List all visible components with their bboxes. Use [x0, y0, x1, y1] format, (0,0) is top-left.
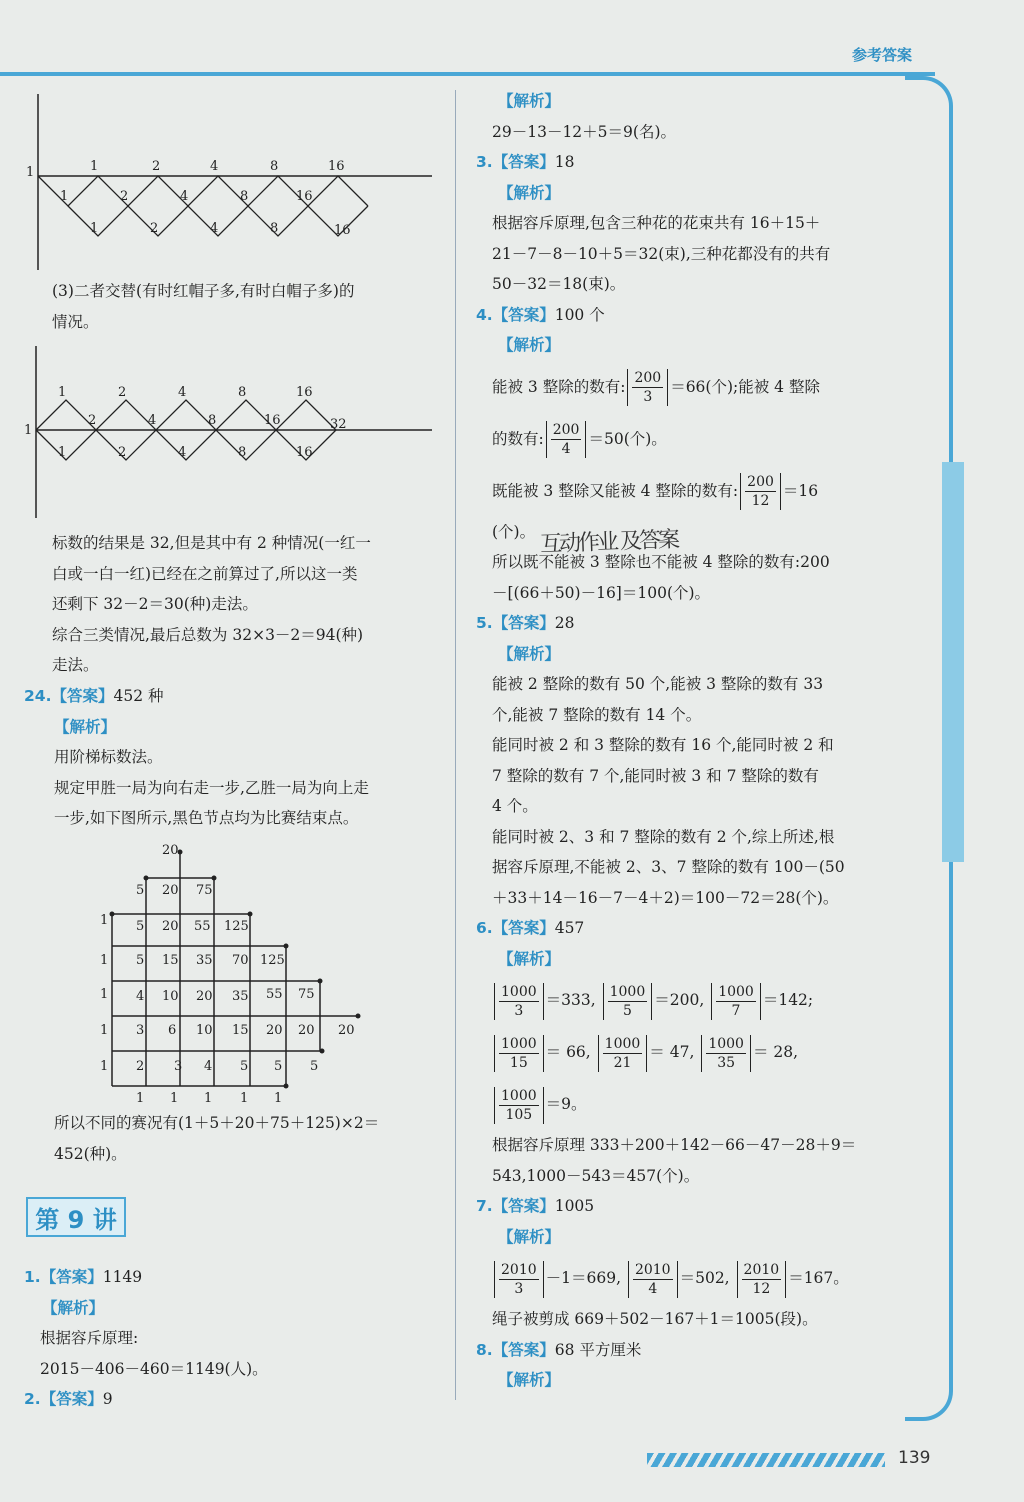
- p3-line2: 情况。: [52, 312, 99, 331]
- fig2-start: 1: [24, 423, 33, 438]
- q6-r1-1: ＝200,: [654, 991, 705, 1009]
- g-r5-3: 20: [196, 989, 213, 1004]
- frac-1000-5: [603, 983, 653, 1020]
- frac-den: 35: [717, 1054, 736, 1071]
- g-r6-5: 20: [266, 1023, 283, 1038]
- frac-1000-15: [494, 1035, 544, 1072]
- q2-answer-label: 【答案】: [40, 1390, 103, 1408]
- p4-line3: 还剩下 32－2＝30(种)走法。: [52, 595, 258, 613]
- q1-analysis-label: 【解析】: [42, 1298, 105, 1317]
- frac-1000-35: [701, 1035, 751, 1072]
- frac-200-12: [740, 473, 781, 510]
- g-r3-1: 5: [136, 919, 145, 934]
- q7-number: 7.: [476, 1197, 493, 1215]
- g-r6-6: 20: [298, 1023, 315, 1038]
- frac-den: 3: [514, 1280, 524, 1297]
- g-r8-3: 1: [240, 1091, 249, 1106]
- g-r4-0: 1: [100, 953, 109, 968]
- fig1-bot-2: 2: [150, 221, 159, 236]
- frac-num: 1000: [501, 1035, 537, 1052]
- q6-r3: ＝9。: [545, 1095, 587, 1113]
- q6-r2-1: ＝ 47,: [649, 1043, 695, 1061]
- frac-num: 200: [634, 370, 662, 386]
- q24-end2: 452(种)。: [54, 1144, 127, 1163]
- q6-line1: 根据容斥原理 333＋200＋142－66－47－28＋9＝: [492, 1136, 857, 1154]
- fig1-bot-3: 4: [210, 221, 219, 236]
- g-r8-1: 1: [170, 1091, 179, 1106]
- frac-1000-7: [711, 983, 761, 1020]
- q24-line1: 用阶梯标数法。: [54, 748, 163, 766]
- frac-den: 3: [643, 389, 653, 405]
- g-r7-3: 4: [204, 1059, 213, 1074]
- g-r1-0: 20: [162, 843, 179, 858]
- frac-num: 200: [552, 422, 580, 438]
- q6-r2-2: ＝ 28,: [752, 1043, 799, 1061]
- lecture-title: 第 9 讲: [26, 1197, 126, 1237]
- q4-answer: 100 个: [554, 305, 605, 324]
- q7-r2: ＝167。: [788, 1269, 849, 1287]
- g-r5-2: 10: [162, 989, 179, 1004]
- frac-den: 12: [751, 493, 770, 509]
- fig2-mid-1: 2: [88, 413, 97, 428]
- side-tab: [942, 462, 964, 862]
- p4-line1: 标数的结果是 32,但是其中有 2 种情况(一红一: [52, 534, 371, 552]
- fig1-top-1: 1: [90, 159, 99, 174]
- frac-num: 1000: [718, 983, 754, 1000]
- fig2-bot-3: 4: [178, 445, 187, 460]
- frac-2010-3: [494, 1261, 544, 1298]
- g-r5-5: 55: [266, 987, 283, 1002]
- frac-num: 1000: [501, 983, 537, 1000]
- q24-end1: 所以不同的赛况有(1＋5＋20＋75＋125)×2＝: [54, 1114, 380, 1132]
- frac-num: 1000: [708, 1035, 744, 1052]
- g-r5-4: 35: [232, 989, 249, 1004]
- page-header: 参考答案: [852, 46, 913, 64]
- frac-200-3: [627, 369, 668, 406]
- frac-den: 21: [613, 1054, 632, 1071]
- frac-2010-12: [737, 1261, 787, 1298]
- diagram-hat-red-white: [24, 92, 444, 272]
- fig1-start: 1: [26, 165, 35, 180]
- frac-1000-21: [598, 1035, 648, 1072]
- g-r4-2: 15: [162, 953, 179, 968]
- page-number: 139: [898, 1448, 931, 1468]
- q4-analysis-label: 【解析】: [498, 336, 561, 354]
- frac-200-4: [546, 421, 587, 458]
- frac-num: 2010: [634, 1261, 671, 1278]
- frac-1000-3: [494, 983, 544, 1020]
- fig2-top-4: 8: [238, 385, 247, 400]
- fig1-top-4: 8: [270, 159, 279, 174]
- column-divider: [455, 90, 456, 1400]
- q5-answer-label: 【答案】: [492, 614, 555, 632]
- q5-line1: 能被 2 整除的数有 50 个,能被 3 整除的数有 33: [492, 675, 824, 693]
- q2-calc: 29－13－12＋5＝9(名)。: [492, 122, 676, 141]
- g-r7-5: 5: [274, 1059, 283, 1074]
- frac-2010-4: [628, 1261, 678, 1298]
- q3-line1: 根据容斥原理,包含三种花的花束共有 16＋15＋: [492, 214, 821, 232]
- fig1-mid-2: 2: [120, 189, 129, 204]
- frac-den: 4: [648, 1280, 658, 1297]
- p4-line2: 白或一白一红)已经在之前算过了,所以这一类: [52, 564, 358, 583]
- q5-line8: ＋33＋14－16－7－4＋2)＝100－72＝28(个)。: [492, 888, 839, 907]
- q4-t3a: 既能被 3 整除又能被 4 整除的数有:: [492, 481, 739, 500]
- q5-answer: 28: [554, 614, 575, 632]
- frac-num: 1000: [604, 1035, 641, 1052]
- footer-stripes: [647, 1453, 885, 1467]
- g-r4-4: 70: [232, 953, 249, 968]
- g-r2-1: 20: [162, 883, 179, 898]
- fig1-top-2: 2: [152, 159, 161, 174]
- g-r7-1: 2: [136, 1059, 145, 1074]
- q7-line: 绳子被剪成 669＋502－167＋1＝1005(段)。: [492, 1310, 818, 1328]
- q6-answer: 457: [554, 919, 585, 937]
- p4-line4: 综合三类情况,最后总数为 32×3－2＝94(种): [52, 625, 364, 644]
- q1-line1: 根据容斥原理:: [40, 1329, 139, 1347]
- frac-den: 3: [514, 1002, 524, 1019]
- q4-answer-label: 【答案】: [492, 305, 555, 324]
- g-r7-6: 5: [310, 1059, 319, 1074]
- fig2-bot-5: 16: [296, 445, 313, 460]
- g-r8-2: 1: [204, 1091, 213, 1106]
- q1-number: 1.: [24, 1268, 41, 1286]
- handwriting: 互动作业 及答案: [539, 527, 678, 558]
- frac-num: 2010: [501, 1261, 537, 1278]
- top-border: [0, 72, 935, 76]
- frac-num: 1000: [609, 983, 646, 1000]
- g-r2-2: 75: [196, 883, 213, 898]
- g-r6-1: 3: [136, 1023, 145, 1038]
- q24-analysis-label: 【解析】: [54, 717, 117, 736]
- fig1-top-3: 4: [210, 159, 219, 174]
- g-r2-0: 5: [136, 883, 145, 898]
- g-r6-3: 10: [196, 1023, 213, 1038]
- q5-line3: 能同时被 2 和 3 整除的数有 16 个,能同时被 2 和: [492, 736, 834, 754]
- q5-analysis-label: 【解析】: [498, 644, 561, 663]
- q7-answer: 1005: [554, 1197, 595, 1215]
- ladder-grid: [90, 836, 370, 1106]
- frac-num: 2010: [743, 1261, 780, 1278]
- fig2-bot-4: 8: [238, 445, 247, 460]
- q3-line2: 21－7－8－10＋5＝32(束),三种花都没有的共有: [492, 244, 831, 263]
- fig2-mid-4: 16: [264, 413, 281, 428]
- q5-line7: 据容斥原理,不能被 2、3、7 整除的数有 100－(50: [492, 858, 845, 876]
- q1-answer-label: 【答案】: [40, 1268, 103, 1286]
- fig1-mid-5: 16: [296, 189, 313, 204]
- q1-answer: 1149: [102, 1268, 143, 1286]
- g-r7-2: 3: [174, 1059, 183, 1074]
- q5-number: 5.: [476, 614, 493, 632]
- p4-line5: 走法。: [52, 656, 99, 674]
- g-r3-4: 125: [224, 919, 249, 934]
- q2-analysis-label: 【解析】: [498, 92, 561, 110]
- q7-r1: ＝502,: [679, 1269, 730, 1287]
- g-r4-1: 5: [136, 953, 145, 968]
- g-r6-0: 1: [100, 1023, 109, 1038]
- q24-line2: 规定甲胜一局为向右走一步,乙胜一局为向上走: [54, 778, 369, 797]
- fig1-mid-1: 1: [60, 189, 69, 204]
- g-r5-6: 75: [298, 987, 315, 1002]
- q24-answer: 452 种: [113, 687, 164, 705]
- q1-line2: 2015－406－460＝1149(人)。: [40, 1359, 268, 1378]
- fig2-bot-1: 1: [58, 445, 67, 460]
- frac-den: 12: [752, 1280, 771, 1297]
- frac-num: 200: [747, 474, 774, 490]
- q4-number: 4.: [476, 305, 493, 324]
- q5-line2: 个,能被 7 整除的数有 14 个。: [492, 705, 702, 724]
- q2-answer: 9: [102, 1390, 113, 1408]
- fig2-mid-2: 4: [148, 413, 157, 428]
- q5-line4: 7 整除的数有 7 个,能同时被 3 和 7 整除的数有: [492, 766, 819, 785]
- q4-t2a: 的数有:: [492, 429, 544, 448]
- q7-analysis-label: 【解析】: [498, 1227, 561, 1246]
- q6-analysis-label: 【解析】: [498, 949, 561, 968]
- q3-analysis-label: 【解析】: [498, 183, 561, 202]
- q6-number: 6.: [476, 919, 493, 937]
- q8-analysis-label: 【解析】: [498, 1371, 561, 1389]
- g-r8-0: 1: [136, 1091, 145, 1106]
- frac-den: 5: [622, 1002, 632, 1019]
- diagram-alternating: [20, 342, 440, 522]
- frac-1000-105: [494, 1087, 544, 1124]
- fig1-mid-3: 4: [180, 189, 189, 204]
- g-r7-0: 1: [100, 1059, 109, 1074]
- fig1-bot-5: 16: [334, 223, 351, 238]
- fig1-bot-1: 1: [90, 221, 99, 236]
- g-r4-5: 125: [260, 953, 285, 968]
- fig1-bot-4: 8: [270, 221, 279, 236]
- q3-answer: 18: [554, 153, 575, 171]
- fig2-top-3: 4: [178, 385, 187, 400]
- q6-r2-0: ＝ 66,: [545, 1043, 591, 1061]
- g-r4-3: 35: [196, 953, 213, 968]
- g-r6-7: 20: [338, 1023, 355, 1038]
- frac-den: 105: [505, 1106, 533, 1123]
- q2-number: 2.: [24, 1390, 41, 1408]
- g-r5-1: 4: [136, 989, 145, 1004]
- q6-line2: 543,1000－543＝457(个)。: [492, 1166, 700, 1185]
- q8-number: 8.: [476, 1340, 493, 1359]
- g-r3-0: 1: [100, 913, 109, 928]
- frac-den: 7: [731, 1002, 741, 1019]
- fig2-top-1: 1: [58, 385, 67, 400]
- q3-number: 3.: [476, 153, 493, 171]
- fig2-bot-2: 2: [118, 445, 127, 460]
- fig2-mid-3: 8: [208, 413, 217, 428]
- fig1-top-5: 16: [328, 159, 345, 174]
- q4-t1a: 能被 3 整除的数有:: [492, 377, 626, 396]
- fig2-top-5: 16: [296, 385, 313, 400]
- q7-r0: －1＝669,: [545, 1269, 622, 1287]
- q24-number: 24.: [24, 687, 52, 705]
- q4-t2b: ＝50(个)。: [588, 429, 667, 448]
- g-r5-0: 1: [100, 987, 109, 1002]
- g-r3-3: 55: [194, 919, 211, 934]
- q8-answer-label: 【答案】: [492, 1340, 555, 1359]
- fig2-mid-5: 32: [330, 417, 347, 432]
- q7-answer-label: 【答案】: [492, 1197, 555, 1215]
- q5-line6: 能同时被 2、3 和 7 整除的数有 2 个,综上所述,根: [492, 827, 835, 846]
- q6-r1-0: ＝333,: [545, 991, 596, 1009]
- g-r7-4: 5: [240, 1059, 249, 1074]
- g-r6-4: 15: [232, 1023, 249, 1038]
- q6-answer-label: 【答案】: [492, 919, 555, 937]
- q4-t4: (个)。: [492, 522, 536, 541]
- q5-line5: 4 个。: [492, 797, 538, 815]
- q4-line1: 所以既不能被 3 整除也不能被 4 整除的数有:200: [492, 553, 830, 571]
- q4-t3b: ＝16: [782, 481, 819, 500]
- q24-line3: 一步,如下图所示,黑色节点均为比赛结束点。: [54, 809, 359, 827]
- fig2-top-2: 2: [118, 385, 127, 400]
- frac-den: 15: [509, 1054, 528, 1071]
- p3-line1: (3)二者交替(有时红帽子多,有时白帽子多)的: [52, 282, 355, 300]
- fig1-mid-4: 8: [240, 189, 249, 204]
- g-r3-2: 20: [162, 919, 179, 934]
- q4-line2: －[(66＋50)－16]＝100(个)。: [492, 583, 711, 602]
- q8-answer: 68 平方厘米: [554, 1340, 642, 1359]
- q3-answer-label: 【答案】: [492, 153, 555, 171]
- q4-t1b: ＝66(个);能被 4 整除: [670, 377, 820, 396]
- q3-line3: 50－32＝18(束)。: [492, 275, 626, 293]
- g-r8-4: 1: [274, 1091, 283, 1106]
- q24-answer-label: 【答案】: [51, 687, 114, 705]
- q6-r1-2: ＝142;: [762, 991, 814, 1009]
- g-r6-2: 6: [168, 1023, 177, 1038]
- frac-num: 1000: [501, 1087, 537, 1104]
- frac-den: 4: [561, 441, 571, 457]
